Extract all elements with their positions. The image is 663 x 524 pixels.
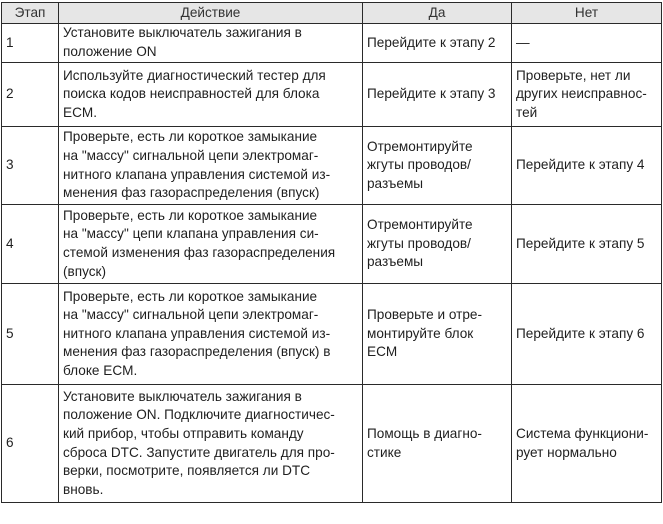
diagnostic-table: [1, 2, 662, 503]
yes-cell: Отремонтируйте жгуты проводов/ разъемы: [363, 127, 512, 205]
no-cell: Система функциони- рует нормально: [512, 385, 662, 503]
table-row: [2, 127, 662, 205]
action-cell: Установите выключатель зажигания в положение ON: [59, 24, 363, 63]
header-row: [2, 3, 662, 24]
table-row: [2, 205, 662, 284]
yes-cell: Отремонтируйте жгуты проводов/ разъемы: [363, 205, 512, 284]
step-cell: 1: [2, 24, 59, 63]
action-cell: Установите выключатель зажигания в положение ON. Подключите диагностичес- кий прибор, чтобы отправить команду сброса DTC. Запустите двигатель для про- верки, посмотрите, появляется ли DTC вновь.: [59, 385, 363, 503]
no-cell: Перейдите к этапу 4: [512, 127, 662, 205]
table-row: [2, 63, 662, 127]
no-cell: Проверьте, нет ли других неисправнос- тей: [512, 63, 662, 127]
action-cell: Используйте диагностический тестер для поиска кодов неисправностей для блока ECM.: [59, 63, 363, 127]
table-row: [2, 24, 662, 63]
yes-cell: Помощь в диагно- стике: [363, 385, 512, 503]
step-cell: 4: [2, 205, 59, 284]
action-cell: Проверьте, есть ли короткое замыкание на "массу" цепи клапана управления си- стемой изменения фаз газораспределения (впуск): [59, 205, 363, 284]
header-action: Действие: [59, 3, 363, 24]
step-cell: 3: [2, 127, 59, 205]
table-row: [2, 284, 662, 385]
action-cell: Проверьте, есть ли короткое замыкание на "массу" сигнальной цепи электромаг- нитного клапана управления системой из- менения фаз газораспределения (впуск): [59, 127, 363, 205]
yes-cell: Перейдите к этапу 3: [363, 63, 512, 127]
step-cell: 2: [2, 63, 59, 127]
no-cell: Перейдите к этапу 6: [512, 284, 662, 385]
header-yes: Да: [363, 3, 512, 24]
yes-cell: Перейдите к этапу 2: [363, 24, 512, 63]
header-no: Нет: [512, 3, 662, 24]
no-cell: Перейдите к этапу 5: [512, 205, 662, 284]
step-cell: 5: [2, 284, 59, 385]
yes-cell: Проверьте и отре- монтируйте блок ECM: [363, 284, 512, 385]
no-cell: —: [512, 24, 662, 63]
table-row: [2, 385, 662, 503]
step-cell: 6: [2, 385, 59, 503]
header-step: Этап: [2, 3, 59, 24]
action-cell: Проверьте, есть ли короткое замыкание на "массу" сигнальной цепи электромаг- нитного клапана управления системой из- менения фаз газораспределения (впуск) в блоке ECM.: [59, 284, 363, 385]
